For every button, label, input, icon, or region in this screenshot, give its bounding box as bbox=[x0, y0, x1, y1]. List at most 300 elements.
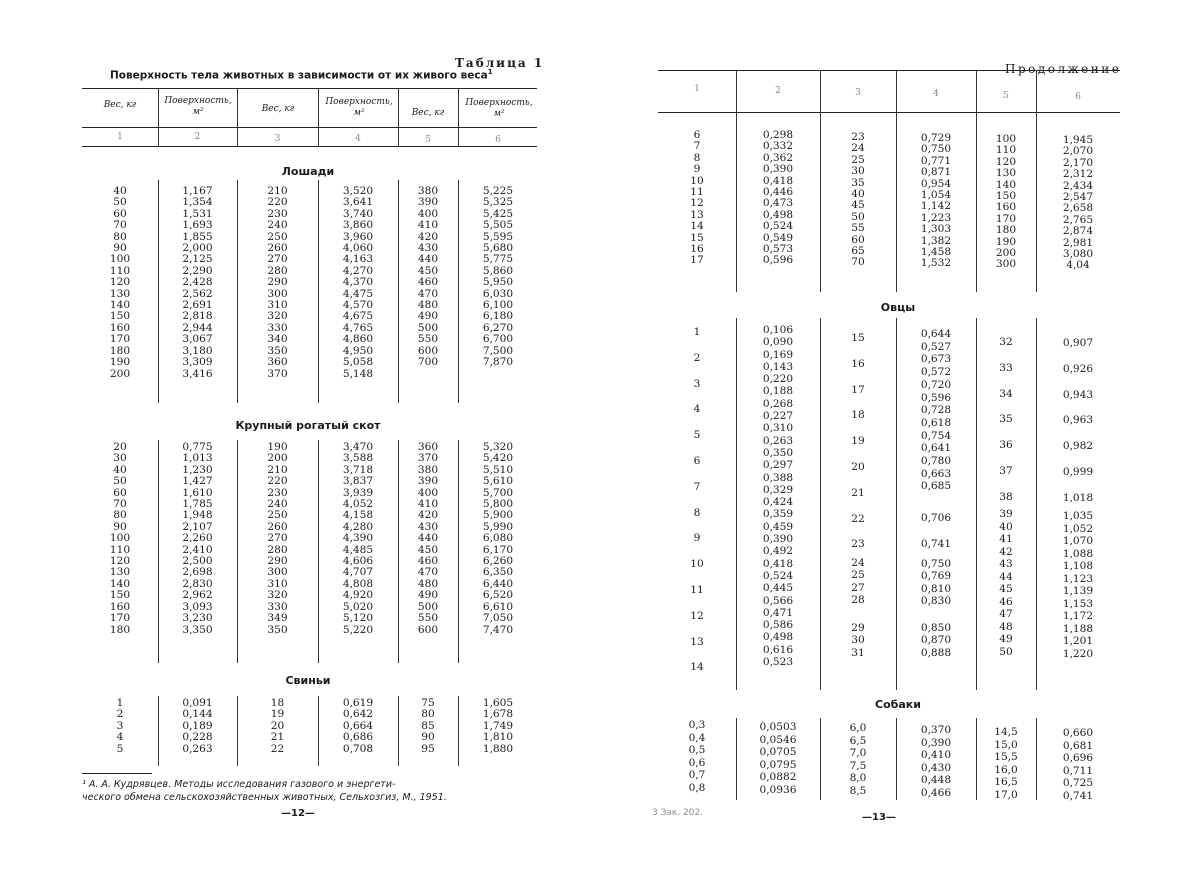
data-column bbox=[896, 622, 976, 659]
data-column bbox=[658, 130, 736, 267]
table-cell: 5,800 bbox=[482, 498, 514, 511]
table-cell: 1,153 bbox=[1062, 597, 1094, 610]
table-cell: 600 bbox=[417, 344, 439, 357]
table-cell: 4,280 bbox=[342, 520, 374, 533]
col-number: 5 bbox=[1003, 91, 1009, 101]
table-cell: 1,810 bbox=[482, 731, 514, 744]
table-cell: 160 bbox=[109, 600, 131, 613]
table-cell: 240 bbox=[267, 219, 288, 232]
table-cell: 0,641 bbox=[920, 442, 952, 455]
table-cell: 6,030 bbox=[482, 287, 514, 300]
table-cell: 4 bbox=[693, 403, 701, 416]
table-cell: 0,871 bbox=[920, 166, 952, 179]
table-cell: 43 bbox=[999, 558, 1013, 570]
table-cell: 4,860 bbox=[342, 333, 374, 346]
table-cell: 4,04 bbox=[1066, 259, 1090, 272]
data-column bbox=[458, 186, 538, 369]
table-cell: 2 bbox=[693, 351, 701, 364]
table-cell: 1,172 bbox=[1062, 610, 1094, 622]
table-cell: 0,0503 bbox=[759, 721, 797, 733]
table-cell: 8,0 bbox=[849, 772, 867, 785]
table-cell: 1,458 bbox=[920, 246, 952, 259]
table-cell: 0,263 bbox=[182, 742, 213, 755]
table-cell: 70 bbox=[113, 498, 127, 511]
table-cell: 0,523 bbox=[762, 656, 794, 669]
table-cell: 0,660 bbox=[1062, 727, 1094, 739]
table-cell: 16 bbox=[690, 243, 704, 256]
table-cell: 80 bbox=[421, 708, 435, 721]
table-cell: 70 bbox=[113, 219, 127, 232]
table-cell: 60 bbox=[113, 486, 127, 499]
table-cell: 0,445 bbox=[762, 582, 794, 595]
data-column bbox=[1036, 331, 1120, 512]
table-cell: 0,549 bbox=[762, 231, 794, 244]
table-cell: 4,485 bbox=[342, 543, 374, 556]
table-cell: 5,900 bbox=[482, 509, 514, 522]
table-cell: 0,720 bbox=[920, 378, 952, 391]
table-cell: 0,596 bbox=[762, 254, 794, 267]
table-cell: 1,693 bbox=[182, 219, 213, 232]
table-cell: 0,466 bbox=[920, 786, 952, 799]
table-cell: 5,950 bbox=[482, 276, 514, 289]
table-cell: 5,510 bbox=[482, 463, 514, 476]
table-cell: 12 bbox=[690, 197, 704, 210]
table-cell: 48 bbox=[999, 620, 1013, 633]
table-cell: 0,332 bbox=[762, 140, 794, 153]
table-cell: 1,123 bbox=[1062, 572, 1094, 585]
table-cell: 290 bbox=[267, 276, 288, 289]
table-cell: 220 bbox=[267, 475, 288, 488]
table-cell: 24 bbox=[851, 142, 865, 155]
table-cell: 0,473 bbox=[762, 197, 794, 210]
table-cell: 170 bbox=[995, 212, 1017, 225]
table-cell: 340 bbox=[267, 333, 288, 346]
data-column bbox=[820, 622, 896, 659]
table-cell: 0,188 bbox=[762, 385, 794, 398]
table-cell: 6,180 bbox=[482, 310, 514, 323]
table-cell: 0,362 bbox=[762, 151, 794, 164]
data-column bbox=[82, 186, 158, 380]
table-cell: 0,725 bbox=[1062, 777, 1094, 790]
table-cell: 200 bbox=[267, 452, 288, 465]
table-cell: 0,728 bbox=[920, 404, 952, 417]
table-cell: 1,610 bbox=[182, 486, 213, 499]
table-cell: 0,943 bbox=[1062, 388, 1094, 401]
right-page bbox=[600, 0, 1200, 873]
table-cell: 100 bbox=[109, 253, 131, 266]
table-cell: 37 bbox=[999, 464, 1013, 477]
table-cell: 5 bbox=[116, 742, 124, 755]
table-cell: 5,225 bbox=[482, 185, 514, 197]
table-cell: 4,270 bbox=[342, 264, 374, 277]
table-cell: 3,093 bbox=[182, 600, 213, 613]
table-cell: 0,220 bbox=[762, 373, 794, 386]
table-cell: 4,808 bbox=[342, 577, 374, 590]
table-cell: 0,169 bbox=[762, 348, 794, 361]
table-cell: 360 bbox=[417, 441, 439, 453]
data-column bbox=[237, 442, 318, 636]
table-cell: 1,223 bbox=[920, 211, 952, 224]
data-column bbox=[820, 132, 896, 269]
table-cell: 0,685 bbox=[920, 480, 952, 493]
table-cell: 350 bbox=[267, 623, 288, 636]
table-cell: 180 bbox=[109, 623, 131, 636]
table-cell: 210 bbox=[267, 185, 288, 197]
table-cell: 0,144 bbox=[182, 708, 213, 721]
table-cell: 0,424 bbox=[762, 496, 794, 509]
table-cell: 11 bbox=[690, 186, 704, 199]
table-cell: 1,855 bbox=[182, 230, 213, 243]
table-cell: 14 bbox=[690, 661, 704, 674]
table-cell: 1,139 bbox=[1062, 585, 1094, 597]
table-cell: 200 bbox=[109, 367, 131, 380]
table-cell: 30 bbox=[113, 452, 127, 465]
table-cell: 6,350 bbox=[482, 566, 514, 579]
table-cell: 0,189 bbox=[182, 719, 213, 732]
table-cell: 0,4 bbox=[688, 731, 706, 744]
table-cell: 42 bbox=[999, 545, 1013, 558]
header-surface: Поверхность, м² bbox=[164, 96, 232, 117]
table-cell: 3,230 bbox=[182, 612, 213, 625]
table-cell: 480 bbox=[417, 577, 439, 590]
data-column bbox=[1036, 135, 1120, 272]
table-cell: 7,050 bbox=[482, 612, 514, 625]
table-cell: 21 bbox=[851, 486, 865, 499]
table-cell: 18 bbox=[851, 409, 865, 422]
section-title-sheep: Овцы bbox=[880, 301, 916, 314]
table-cell: 270 bbox=[267, 253, 288, 266]
table-cell: 1,052 bbox=[1062, 522, 1094, 535]
table-cell: 380 bbox=[417, 463, 439, 476]
table-cell: 130 bbox=[995, 167, 1017, 180]
table-cell: 4,765 bbox=[342, 321, 374, 334]
data-column bbox=[896, 133, 976, 270]
signature-mark: 3 Зак. 202. bbox=[652, 808, 704, 818]
table-cell: 3 bbox=[116, 719, 124, 732]
table-cell: 1,303 bbox=[920, 223, 952, 236]
header-surface: Поверхность, м² bbox=[325, 97, 393, 118]
table-cell: 1,230 bbox=[182, 463, 213, 476]
header-rule bbox=[658, 112, 1120, 113]
table-cell: 39 bbox=[999, 508, 1013, 520]
table-cell: 0,524 bbox=[762, 220, 794, 233]
table-cell: 90 bbox=[421, 731, 435, 744]
table-cell: 9 bbox=[693, 532, 701, 545]
data-column bbox=[82, 698, 158, 755]
table-cell: 0,448 bbox=[920, 774, 952, 787]
table-cell: 140 bbox=[109, 577, 131, 590]
data-column bbox=[398, 186, 458, 369]
table-cell: 7,870 bbox=[482, 356, 514, 369]
table-cell: 190 bbox=[267, 441, 288, 453]
table-cell: 370 bbox=[417, 452, 439, 465]
table-cell: 2,698 bbox=[182, 566, 213, 579]
table-cell: 7,0 bbox=[849, 747, 867, 760]
data-column bbox=[896, 558, 976, 608]
table-cell: 500 bbox=[417, 600, 439, 613]
table-cell: 390 bbox=[417, 196, 439, 209]
table-cell: 1,201 bbox=[1062, 635, 1094, 647]
table-cell: 0,228 bbox=[182, 731, 213, 744]
col-number: 2 bbox=[775, 86, 781, 96]
table-cell: 6 bbox=[693, 454, 701, 467]
table-cell: 1 bbox=[693, 326, 701, 338]
header-weight: Вес, кг bbox=[103, 100, 137, 110]
table-cell: 2,658 bbox=[1062, 202, 1094, 215]
table-cell: 5,320 bbox=[482, 441, 514, 453]
table-cell: 5,425 bbox=[482, 207, 514, 220]
table-cell: 4,370 bbox=[342, 276, 374, 289]
table-cell: 10 bbox=[690, 174, 704, 187]
table-cell: 120 bbox=[995, 155, 1017, 168]
table-cell: 30 bbox=[851, 634, 865, 647]
footnote-line: ¹ А. А. Кудрявцев. Методы исследования газового и энергети- bbox=[82, 779, 396, 790]
table-cell: 0,446 bbox=[762, 186, 794, 199]
table-cell: 36 bbox=[999, 439, 1013, 452]
data-column bbox=[976, 726, 1036, 802]
table-cell: 29 bbox=[851, 622, 865, 634]
table-cell: 60 bbox=[851, 233, 865, 246]
table-cell: 1,013 bbox=[182, 452, 213, 465]
table-cell: 1,142 bbox=[920, 200, 952, 213]
table-cell: 3,067 bbox=[182, 333, 213, 346]
table-cell: 6,5 bbox=[849, 734, 867, 747]
table-cell: 600 bbox=[417, 623, 439, 636]
table-cell: 430 bbox=[417, 242, 439, 255]
table-cell: 17 bbox=[690, 254, 704, 267]
table-cell: 410 bbox=[417, 219, 439, 232]
data-column bbox=[736, 721, 820, 797]
table-cell: 15,5 bbox=[994, 751, 1018, 764]
table-cell: 2,944 bbox=[182, 321, 213, 334]
col-number: 5 bbox=[425, 135, 431, 145]
table-cell: 0,3 bbox=[688, 719, 706, 731]
table-cell: 35 bbox=[851, 176, 865, 189]
table-cell: 490 bbox=[417, 310, 439, 323]
table-cell: 0,775 bbox=[182, 441, 213, 453]
data-column bbox=[736, 324, 820, 668]
table-cell: 3,641 bbox=[342, 196, 374, 209]
table-cell: 290 bbox=[267, 555, 288, 568]
table-cell: 0,870 bbox=[920, 634, 952, 647]
table-cell: 1,532 bbox=[920, 257, 952, 270]
table-cell: 2,070 bbox=[1062, 145, 1094, 158]
table-cell: 14,5 bbox=[994, 726, 1018, 738]
table-cell: 120 bbox=[109, 555, 131, 568]
table-cell: 200 bbox=[995, 247, 1017, 260]
data-column bbox=[318, 186, 398, 380]
table-cell: 4,163 bbox=[342, 253, 374, 266]
col-number: 3 bbox=[855, 88, 861, 98]
table-cell: 6,700 bbox=[482, 333, 514, 346]
table-cell: 4,920 bbox=[342, 589, 374, 602]
table-cell: 18 bbox=[270, 697, 285, 709]
table-cell: 1,220 bbox=[1062, 647, 1094, 660]
table-cell: 2,981 bbox=[1062, 236, 1094, 249]
table-cell: 23 bbox=[851, 538, 865, 551]
table-cell: 5,775 bbox=[482, 253, 514, 266]
table-cell: 50 bbox=[851, 210, 865, 223]
table-cell: 16,5 bbox=[994, 776, 1018, 789]
table-cell: 3,740 bbox=[342, 207, 374, 220]
table-cell: 85 bbox=[421, 719, 435, 732]
table-cell: 0,729 bbox=[920, 132, 952, 144]
table-cell: 230 bbox=[267, 207, 288, 220]
table-cell: 0,982 bbox=[1062, 440, 1094, 453]
table-cell: 0,268 bbox=[762, 397, 794, 410]
table-cell: 0,706 bbox=[920, 512, 952, 524]
table-cell: 0,573 bbox=[762, 243, 794, 256]
table-cell: 1,605 bbox=[482, 697, 514, 709]
table-cell: 8,5 bbox=[849, 784, 867, 797]
table-cell: 6,100 bbox=[482, 299, 514, 312]
table-cell: 260 bbox=[267, 242, 288, 255]
table-cell: 0,711 bbox=[1062, 764, 1094, 777]
table-cell: 4,158 bbox=[342, 509, 374, 522]
table-cell: 0,619 bbox=[342, 697, 374, 709]
table-cell: 5,148 bbox=[342, 367, 374, 380]
table-cell: 0,750 bbox=[920, 143, 952, 156]
table-cell: 349 bbox=[267, 612, 288, 625]
table-cell: 110 bbox=[109, 543, 131, 556]
table-cell: 0,780 bbox=[920, 455, 952, 468]
table-cell: 190 bbox=[995, 235, 1017, 248]
table-cell: 430 bbox=[417, 520, 439, 533]
table-cell: 400 bbox=[417, 486, 439, 499]
table-cell: 140 bbox=[995, 178, 1017, 191]
table-cell: 0,492 bbox=[762, 545, 794, 558]
data-column bbox=[976, 134, 1036, 271]
table-cell: 7,470 bbox=[482, 623, 514, 636]
table-cell: 4,675 bbox=[342, 310, 374, 323]
table-cell: 2,691 bbox=[182, 299, 213, 312]
table-cell: 2,125 bbox=[182, 253, 213, 266]
data-column bbox=[158, 698, 237, 755]
table-cell: 3 bbox=[693, 377, 701, 390]
table-cell: 0,686 bbox=[342, 731, 374, 744]
table-cell: 1,018 bbox=[1062, 491, 1094, 504]
table-cell: 0,741 bbox=[1062, 789, 1094, 802]
table-cell: 120 bbox=[109, 276, 131, 289]
table-cell: 0,754 bbox=[920, 429, 952, 442]
table-cell: 0,0546 bbox=[759, 733, 797, 746]
table-cell: 170 bbox=[109, 333, 131, 346]
table-cell: 6,610 bbox=[482, 600, 514, 613]
table-cell: 32 bbox=[999, 336, 1013, 348]
data-column bbox=[1036, 510, 1120, 660]
data-column bbox=[820, 326, 896, 558]
data-column bbox=[458, 442, 538, 636]
table-cell: 90 bbox=[113, 242, 127, 255]
table-cell: 1,108 bbox=[1062, 560, 1094, 572]
table-cell: 2,428 bbox=[182, 276, 213, 289]
table-cell: 2,434 bbox=[1062, 179, 1094, 192]
table-cell: 0,263 bbox=[762, 434, 794, 447]
section-title-cattle: Крупный рогатый скот bbox=[235, 419, 381, 432]
table-cell: 2,290 bbox=[182, 264, 213, 277]
table-cell: 40 bbox=[113, 463, 127, 476]
table-cell: 3,350 bbox=[182, 623, 213, 636]
table-cell: 7,500 bbox=[482, 344, 514, 357]
table-cell: 3,939 bbox=[342, 486, 374, 499]
table-cell: 1,785 bbox=[182, 498, 213, 511]
table-cell: 55 bbox=[851, 222, 865, 235]
table-cell: 1,749 bbox=[482, 719, 514, 732]
table-cell: 6,080 bbox=[482, 532, 514, 545]
table-cell: 5,860 bbox=[482, 264, 514, 277]
table-cell: 4,052 bbox=[342, 498, 374, 511]
table-cell: 0,850 bbox=[920, 622, 952, 634]
footnote bbox=[82, 778, 542, 804]
table-cell: 0,741 bbox=[920, 537, 952, 550]
table-cell: 0,143 bbox=[762, 360, 794, 373]
table-cell: 130 bbox=[109, 287, 131, 300]
table-cell: 0,926 bbox=[1062, 362, 1094, 375]
table-cell: 100 bbox=[109, 532, 131, 545]
data-column bbox=[896, 506, 976, 558]
table-cell: 480 bbox=[417, 299, 439, 312]
col-number: 4 bbox=[933, 89, 939, 99]
table-cell: 5,058 bbox=[342, 356, 374, 369]
table-cell: 0,771 bbox=[920, 154, 952, 167]
table-cell: 500 bbox=[417, 321, 439, 334]
table-cell: 0,644 bbox=[920, 328, 952, 340]
data-column bbox=[318, 442, 398, 636]
table-cell: 250 bbox=[267, 230, 288, 243]
table-cell: 330 bbox=[267, 321, 288, 334]
header-rule bbox=[82, 127, 537, 128]
table-cell: 22 bbox=[851, 512, 865, 525]
table-cell: 7 bbox=[693, 140, 701, 153]
table-cell: 350 bbox=[267, 344, 288, 357]
table-cell: 25 bbox=[851, 569, 865, 582]
data-column bbox=[1036, 727, 1120, 803]
table-cell: 0,708 bbox=[342, 742, 374, 755]
table-cell: 470 bbox=[417, 566, 439, 579]
table-cell: 0,091 bbox=[182, 697, 213, 709]
data-column bbox=[820, 722, 896, 798]
table-cell: 0,297 bbox=[762, 459, 794, 472]
table-cell: 3,520 bbox=[342, 185, 374, 197]
table-cell: 0,999 bbox=[1062, 465, 1094, 478]
table-cell: 320 bbox=[267, 589, 288, 602]
table-cell: 0,769 bbox=[920, 570, 952, 583]
table-cell: 210 bbox=[267, 463, 288, 476]
table-cell: 130 bbox=[109, 566, 131, 579]
table-cell: 260 bbox=[267, 520, 288, 533]
table-cell: 7 bbox=[693, 480, 701, 493]
table-cell: 80 bbox=[113, 509, 127, 522]
table-cell: 21 bbox=[270, 731, 285, 744]
table-cell: 300 bbox=[267, 566, 288, 579]
table-cell: 180 bbox=[109, 344, 131, 357]
table-cell: 80 bbox=[113, 230, 127, 243]
table-cell: 4,390 bbox=[342, 532, 374, 545]
table-cell: 2,547 bbox=[1062, 191, 1094, 204]
data-column bbox=[458, 698, 538, 755]
table-cell: 7,5 bbox=[849, 759, 867, 772]
table-cell: 550 bbox=[417, 612, 439, 625]
table-cell: 40 bbox=[999, 520, 1013, 533]
table-cell: 1,070 bbox=[1062, 535, 1094, 547]
col-number: 3 bbox=[274, 134, 281, 144]
table-cell: 19 bbox=[851, 435, 865, 448]
table-cell: 460 bbox=[417, 276, 439, 289]
table-cell: 4,707 bbox=[342, 566, 374, 579]
table-cell: 46 bbox=[999, 595, 1013, 608]
data-column bbox=[658, 320, 736, 681]
table-cell: 0,390 bbox=[762, 163, 794, 176]
